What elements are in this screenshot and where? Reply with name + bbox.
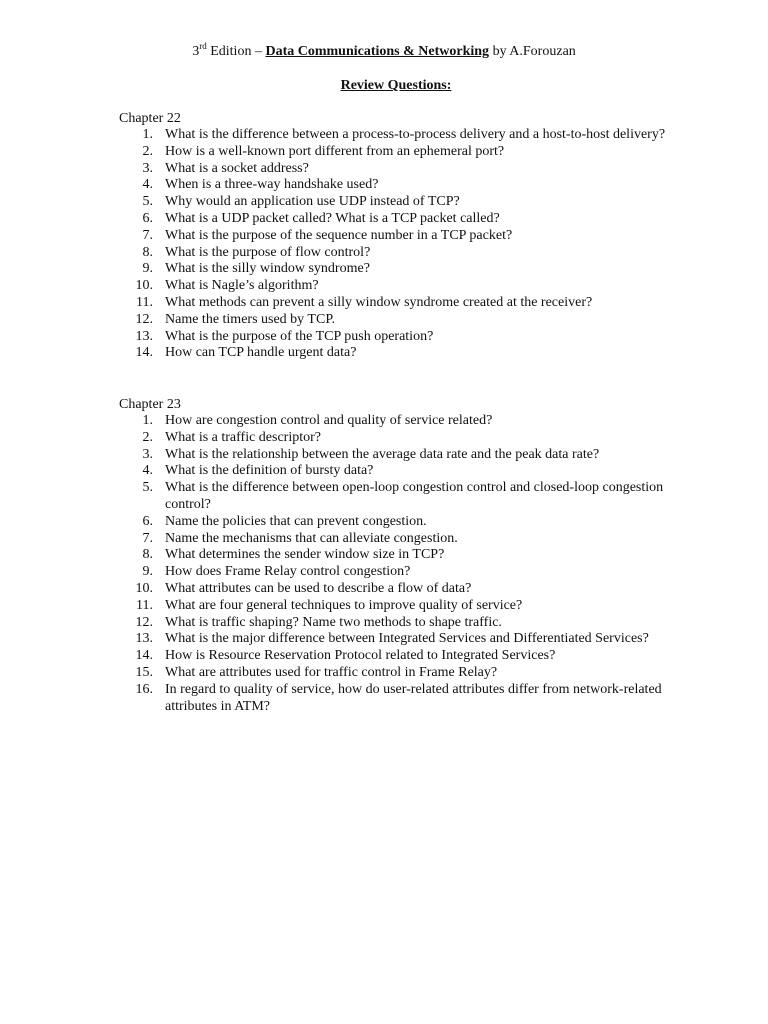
question-number: 7.: [142, 227, 153, 243]
question-text: How is Resource Reservation Protocol related to Integrated Services?: [165, 648, 556, 664]
question-number: 11.: [136, 294, 153, 310]
question-text: What methods can prevent a silly window syndrome created at the receiver?: [165, 294, 593, 310]
question-text: What is the major difference between Integrated Services and Differentiated Services?: [165, 631, 649, 647]
question-number: 4.: [142, 177, 153, 193]
question-number: 2.: [142, 143, 153, 159]
list-item: [119, 261, 679, 278]
question-text: What is Nagle’s algorithm?: [165, 278, 319, 294]
question-number: 3.: [142, 446, 153, 462]
question-number: 14.: [135, 345, 153, 361]
list-item: [119, 514, 679, 531]
list-item: [119, 480, 679, 514]
question-number: 9.: [142, 261, 153, 277]
chapter-heading: Chapter 23: [119, 397, 181, 412]
question-number: 9.: [142, 564, 153, 580]
question-number: 13.: [135, 631, 153, 647]
list-item: [119, 665, 679, 682]
question-text: What is a socket address?: [165, 160, 309, 176]
edition-suffix: rd: [199, 41, 207, 51]
question-text: What is a traffic descriptor?: [165, 429, 322, 445]
list-item: [119, 177, 679, 194]
list-item: [119, 413, 679, 430]
question-number: 15.: [135, 664, 153, 680]
list-item: [119, 463, 679, 480]
list-item: [119, 211, 679, 228]
question-text: What is the silly window syndrome?: [165, 261, 370, 277]
question-text: What is the purpose of the sequence number in a TCP packet?: [165, 227, 513, 243]
question-number: 6.: [142, 210, 153, 226]
edition-word: Edition –: [206, 44, 266, 59]
question-number: 1.: [142, 127, 153, 142]
question-text: What is a UDP packet called? What is a TCP packet called?: [165, 210, 500, 226]
question-text: What is the purpose of flow control?: [165, 244, 371, 260]
question-text: What is traffic shaping? Name two methods to shape traffic.: [165, 614, 502, 630]
question-number: 12.: [135, 614, 153, 630]
question-number: 3.: [142, 160, 153, 176]
list-item: [119, 312, 679, 329]
question-number: 16.: [135, 681, 153, 697]
chapter-22-section: [119, 110, 679, 362]
question-text: How does Frame Relay control congestion?: [165, 564, 411, 580]
question-number: 12.: [135, 311, 153, 327]
list-item: [119, 278, 679, 295]
list-item: [119, 295, 679, 312]
question-number: 14.: [135, 648, 153, 664]
chapter-heading: Chapter 22: [119, 111, 181, 126]
list-item: [119, 228, 679, 245]
question-text: Name the policies that can prevent congestion.: [165, 513, 427, 529]
question-text: What determines the sender window size in TCP?: [165, 547, 445, 563]
question-number: 6.: [142, 513, 153, 529]
question-text: How can TCP handle urgent data?: [165, 345, 357, 361]
list-item: [119, 682, 679, 716]
question-text: How is a well-known port different from an ephemeral port?: [165, 143, 505, 159]
list-item: [119, 447, 679, 464]
question-number: 10.: [135, 580, 153, 596]
question-text: What are four general techniques to improve quality of service?: [165, 597, 523, 613]
question-number: 5.: [142, 194, 153, 210]
list-item: [119, 564, 679, 581]
list-item: [119, 631, 679, 648]
document-header: [0, 42, 768, 62]
question-text: How are congestion control and quality of service related?: [165, 413, 493, 428]
question-text: Name the mechanisms that can alleviate congestion.: [165, 530, 458, 546]
question-number: 8.: [142, 244, 153, 260]
question-number: 5.: [142, 480, 153, 496]
question-number: 7.: [142, 530, 153, 546]
question-text: Name the timers used by TCP.: [165, 311, 336, 327]
list-item: [119, 194, 679, 211]
question-text: What attributes can be used to describe a flow of data?: [165, 580, 472, 596]
question-number: 1.: [142, 413, 153, 428]
chapter-23-section: [119, 396, 679, 715]
list-item: [119, 329, 679, 346]
question-text: What is the difference between open-loop congestion control and closed-loop congestion control?: [165, 480, 664, 512]
list-item: [119, 430, 679, 447]
question-text: What is the difference between a process-to-process delivery and a host-to-host delivery?: [165, 127, 666, 142]
question-number: 10.: [135, 278, 153, 294]
question-text: What is the purpose of the TCP push operation?: [165, 328, 434, 344]
review-questions-title: Review Questions:: [340, 78, 452, 93]
question-text: Why would an application use UDP instead of TCP?: [165, 194, 460, 210]
edition-number: 3: [192, 44, 200, 59]
question-list: [119, 413, 679, 715]
list-item: [119, 144, 679, 161]
question-number: 8.: [142, 547, 153, 563]
list-item: [119, 245, 679, 262]
list-item: [119, 127, 679, 144]
list-item: [119, 531, 679, 548]
question-text: What is the definition of bursty data?: [165, 463, 374, 479]
author: by A.Forouzan: [489, 44, 576, 59]
list-item: [119, 598, 679, 615]
question-text: What is the relationship between the average data rate and the peak data rate?: [165, 446, 600, 462]
list-item: [119, 648, 679, 665]
question-text: When is a three-way handshake used?: [165, 177, 379, 193]
list-item: [119, 547, 679, 564]
question-number: 4.: [142, 463, 153, 479]
question-text: In regard to quality of service, how do user-related attributes differ from network-related attributes in ATM?: [165, 681, 662, 714]
question-number: 11.: [136, 597, 153, 613]
list-item: [119, 161, 679, 178]
list-item: [119, 345, 679, 362]
list-item: [119, 581, 679, 598]
question-list: [119, 127, 679, 362]
question-text: What are attributes used for traffic control in Frame Relay?: [165, 664, 498, 680]
question-number: 13.: [135, 328, 153, 344]
question-number: 2.: [142, 429, 153, 445]
list-item: [119, 615, 679, 632]
book-title: Data Communications & Networking: [265, 44, 490, 59]
